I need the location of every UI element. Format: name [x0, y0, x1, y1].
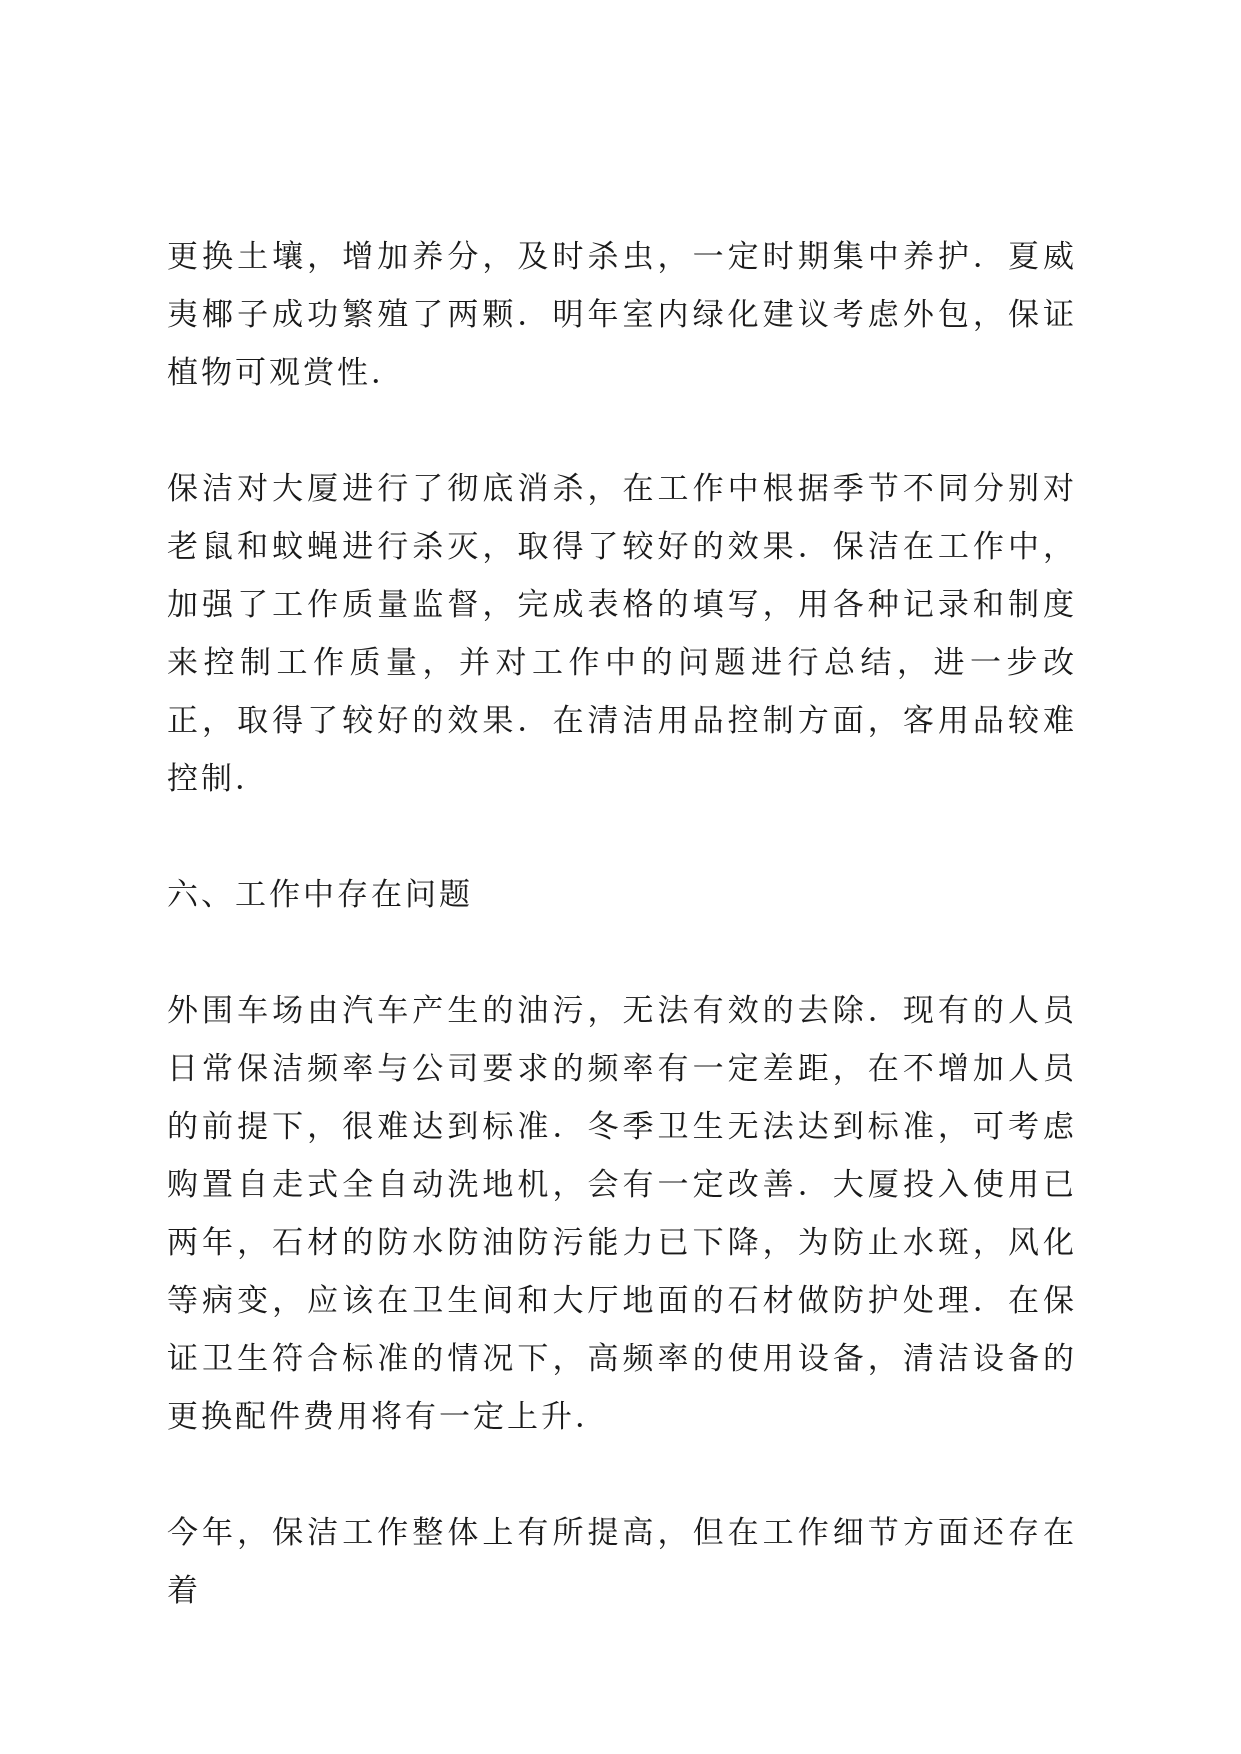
paragraph-plant-care: 更换土壤，增加养分，及时杀虫，一定时期集中养护．夏威夷椰子成功繁殖了两颗．明年室内绿化建议考虑外包，保证植物可观赏性． — [167, 239, 1077, 391]
paragraph-summary: 今年，保洁工作整体上有所提高，但在工作细节方面还存在着 — [167, 1515, 1077, 1609]
section-heading-problems: 六、工作中存在问题 — [167, 877, 473, 913]
document-body — [167, 228, 1077, 1678]
paragraph-disinfection: 保洁对大厦进行了彻底消杀，在工作中根据季节不同分别对老鼠和蚊蝇进行杀灭，取得了较好的效果．保洁在工作中，加强了工作质量监督，完成表格的填写，用各种记录和制度来控制工作质量，并对工作中的问题进行总结，进一步改正，取得了较好的效果．在清洁用品控制方面，客用品较难控制． — [167, 471, 1077, 797]
paragraph-existing-problems: 外围车场由汽车产生的油污，无法有效的去除．现有的人员日常保洁频率与公司要求的频率有一定差距，在不增加人员的前提下，很难达到标准．冬季卫生无法达到标准，可考虑购置自走式全自动洗地机，会有一定改善．大厦投入使用已两年，石材的防水防油防污能力已下降，为防止水斑，风化等病变，应该在卫生间和大厅地面的石材做防护处理．在保证卫生符合标准的情况下，高频率的使用设备，清洁设备的更换配件费用将有一定上升． — [167, 993, 1077, 1435]
